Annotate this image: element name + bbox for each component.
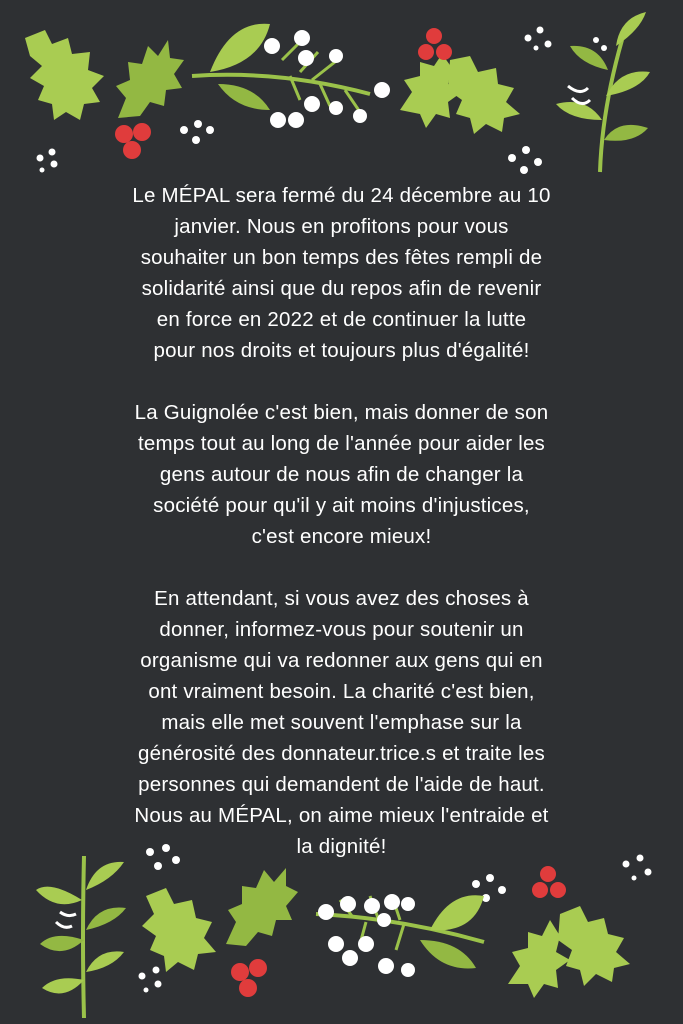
red-berries-icon [532, 866, 566, 898]
holly-leaf-icon [142, 888, 216, 972]
message-paragraph-closure [60, 180, 623, 366]
holly-leaf-icon [508, 906, 630, 998]
leafy-sprig-icon [36, 856, 126, 1018]
message-line: mais elle met souvent l'emphase sur la [161, 711, 522, 734]
holly-leaf-icon [25, 30, 104, 120]
top-holiday-garland [0, 0, 683, 180]
message-line: c'est encore mieux! [251, 525, 432, 548]
message-paragraph-guignolee [60, 397, 623, 552]
message-line: Le MÉPAL sera fermé du 24 décembre au 10 [132, 184, 551, 207]
message-line: Nous au MÉPAL, on aime mieux l'entraide et [134, 804, 549, 827]
message-line: ont vraiment besoin. La charité c'est bien, [148, 680, 535, 703]
message-line: personnes qui demandent de l'aide de haut. [138, 773, 545, 796]
holly-leaf-icon [226, 868, 298, 946]
message-line: La Guignolée c'est bien, mais donner de son [134, 401, 549, 424]
message-line: en force en 2022 et de continuer la lutte [156, 308, 527, 331]
red-berries-icon [115, 123, 151, 159]
message-line: gens autour de nous afin de changer la [159, 463, 524, 486]
message-line: donner, informez-vous pour soutenir un [159, 618, 524, 641]
holiday-message [60, 180, 623, 893]
message-line: En attendant, si vous avez des choses à [154, 587, 529, 610]
message-line: générosité des donnateur.trice.s et traite les [138, 742, 545, 765]
message-line: pour nos droits et toujours plus d'égalité! [153, 339, 530, 362]
bottom-holiday-garland [0, 840, 683, 1024]
message-line: organisme qui va redonner aux gens qui en [140, 649, 543, 672]
message-line: société pour qu'il y ait moins d'injustices, [153, 494, 530, 517]
holly-leaf-icon [116, 40, 184, 118]
red-berries-icon [231, 959, 267, 997]
message-paragraph-donations [60, 583, 623, 862]
holly-leaf-icon [400, 54, 520, 134]
message-line: temps tout au long de l'année pour aider les [137, 432, 546, 455]
snow-dots-icon [508, 27, 552, 175]
mistletoe-branch-icon [316, 894, 484, 977]
red-berries-icon [418, 28, 452, 60]
message-line: la dignité! [296, 835, 387, 858]
mistletoe-branch-icon [192, 24, 390, 128]
message-line: solidarité ainsi que du repos afin de revenir [141, 277, 542, 300]
message-line: souhaiter un bon temps des fêtes rempli de [140, 246, 543, 269]
message-line: janvier. Nous en profitons pour vous [174, 215, 509, 238]
leafy-sprig-icon [556, 12, 650, 172]
